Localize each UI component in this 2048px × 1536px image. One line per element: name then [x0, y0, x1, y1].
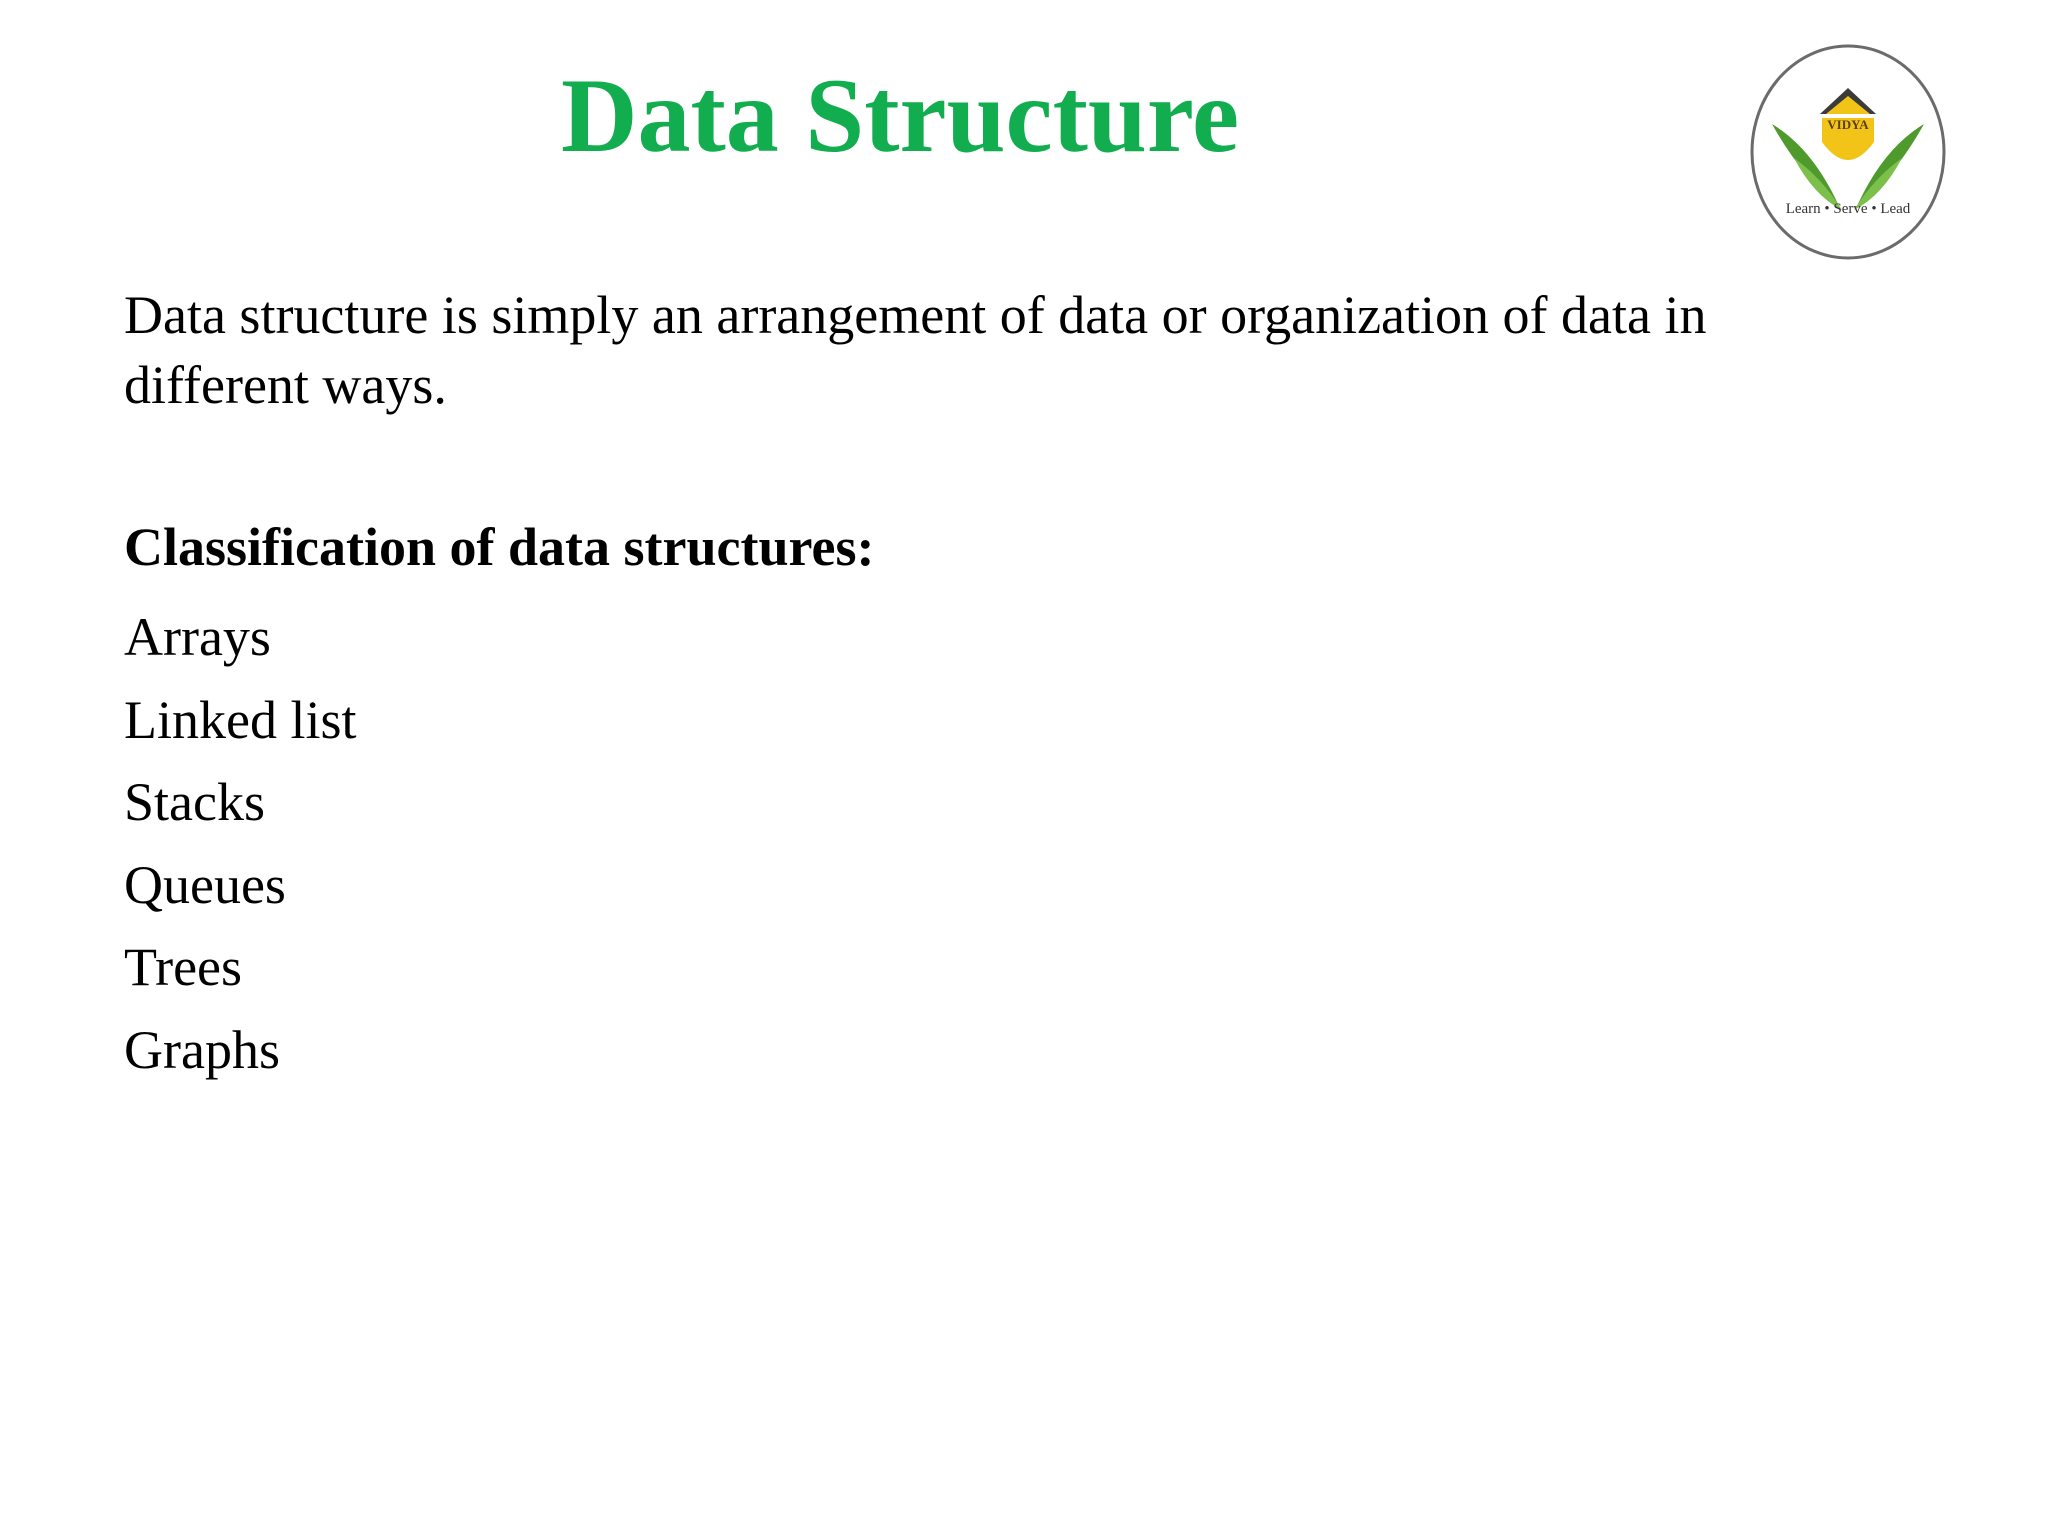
list-item: Arrays [124, 607, 271, 667]
list-item: Graphs [124, 1019, 280, 1080]
list-item: Linked list [124, 689, 357, 750]
data-structure-list [124, 596, 356, 1091]
vidya-logo [1742, 38, 1954, 266]
logo-emblem-icon [1742, 38, 1954, 266]
slide-title: Data Structure [560, 57, 1240, 174]
list-item: Queues [124, 854, 286, 915]
list-item: Trees [124, 937, 243, 997]
logo-name: VIDYA [1827, 117, 1869, 132]
intro-paragraph: Data structure is simply an arrangement of data or organization of data in different ways. [124, 285, 1707, 415]
list-item: Stacks [124, 772, 265, 832]
logo-tagline: Learn • Serve • Lead [1785, 201, 1911, 217]
classification-heading: Classification of data structures: [124, 517, 875, 577]
